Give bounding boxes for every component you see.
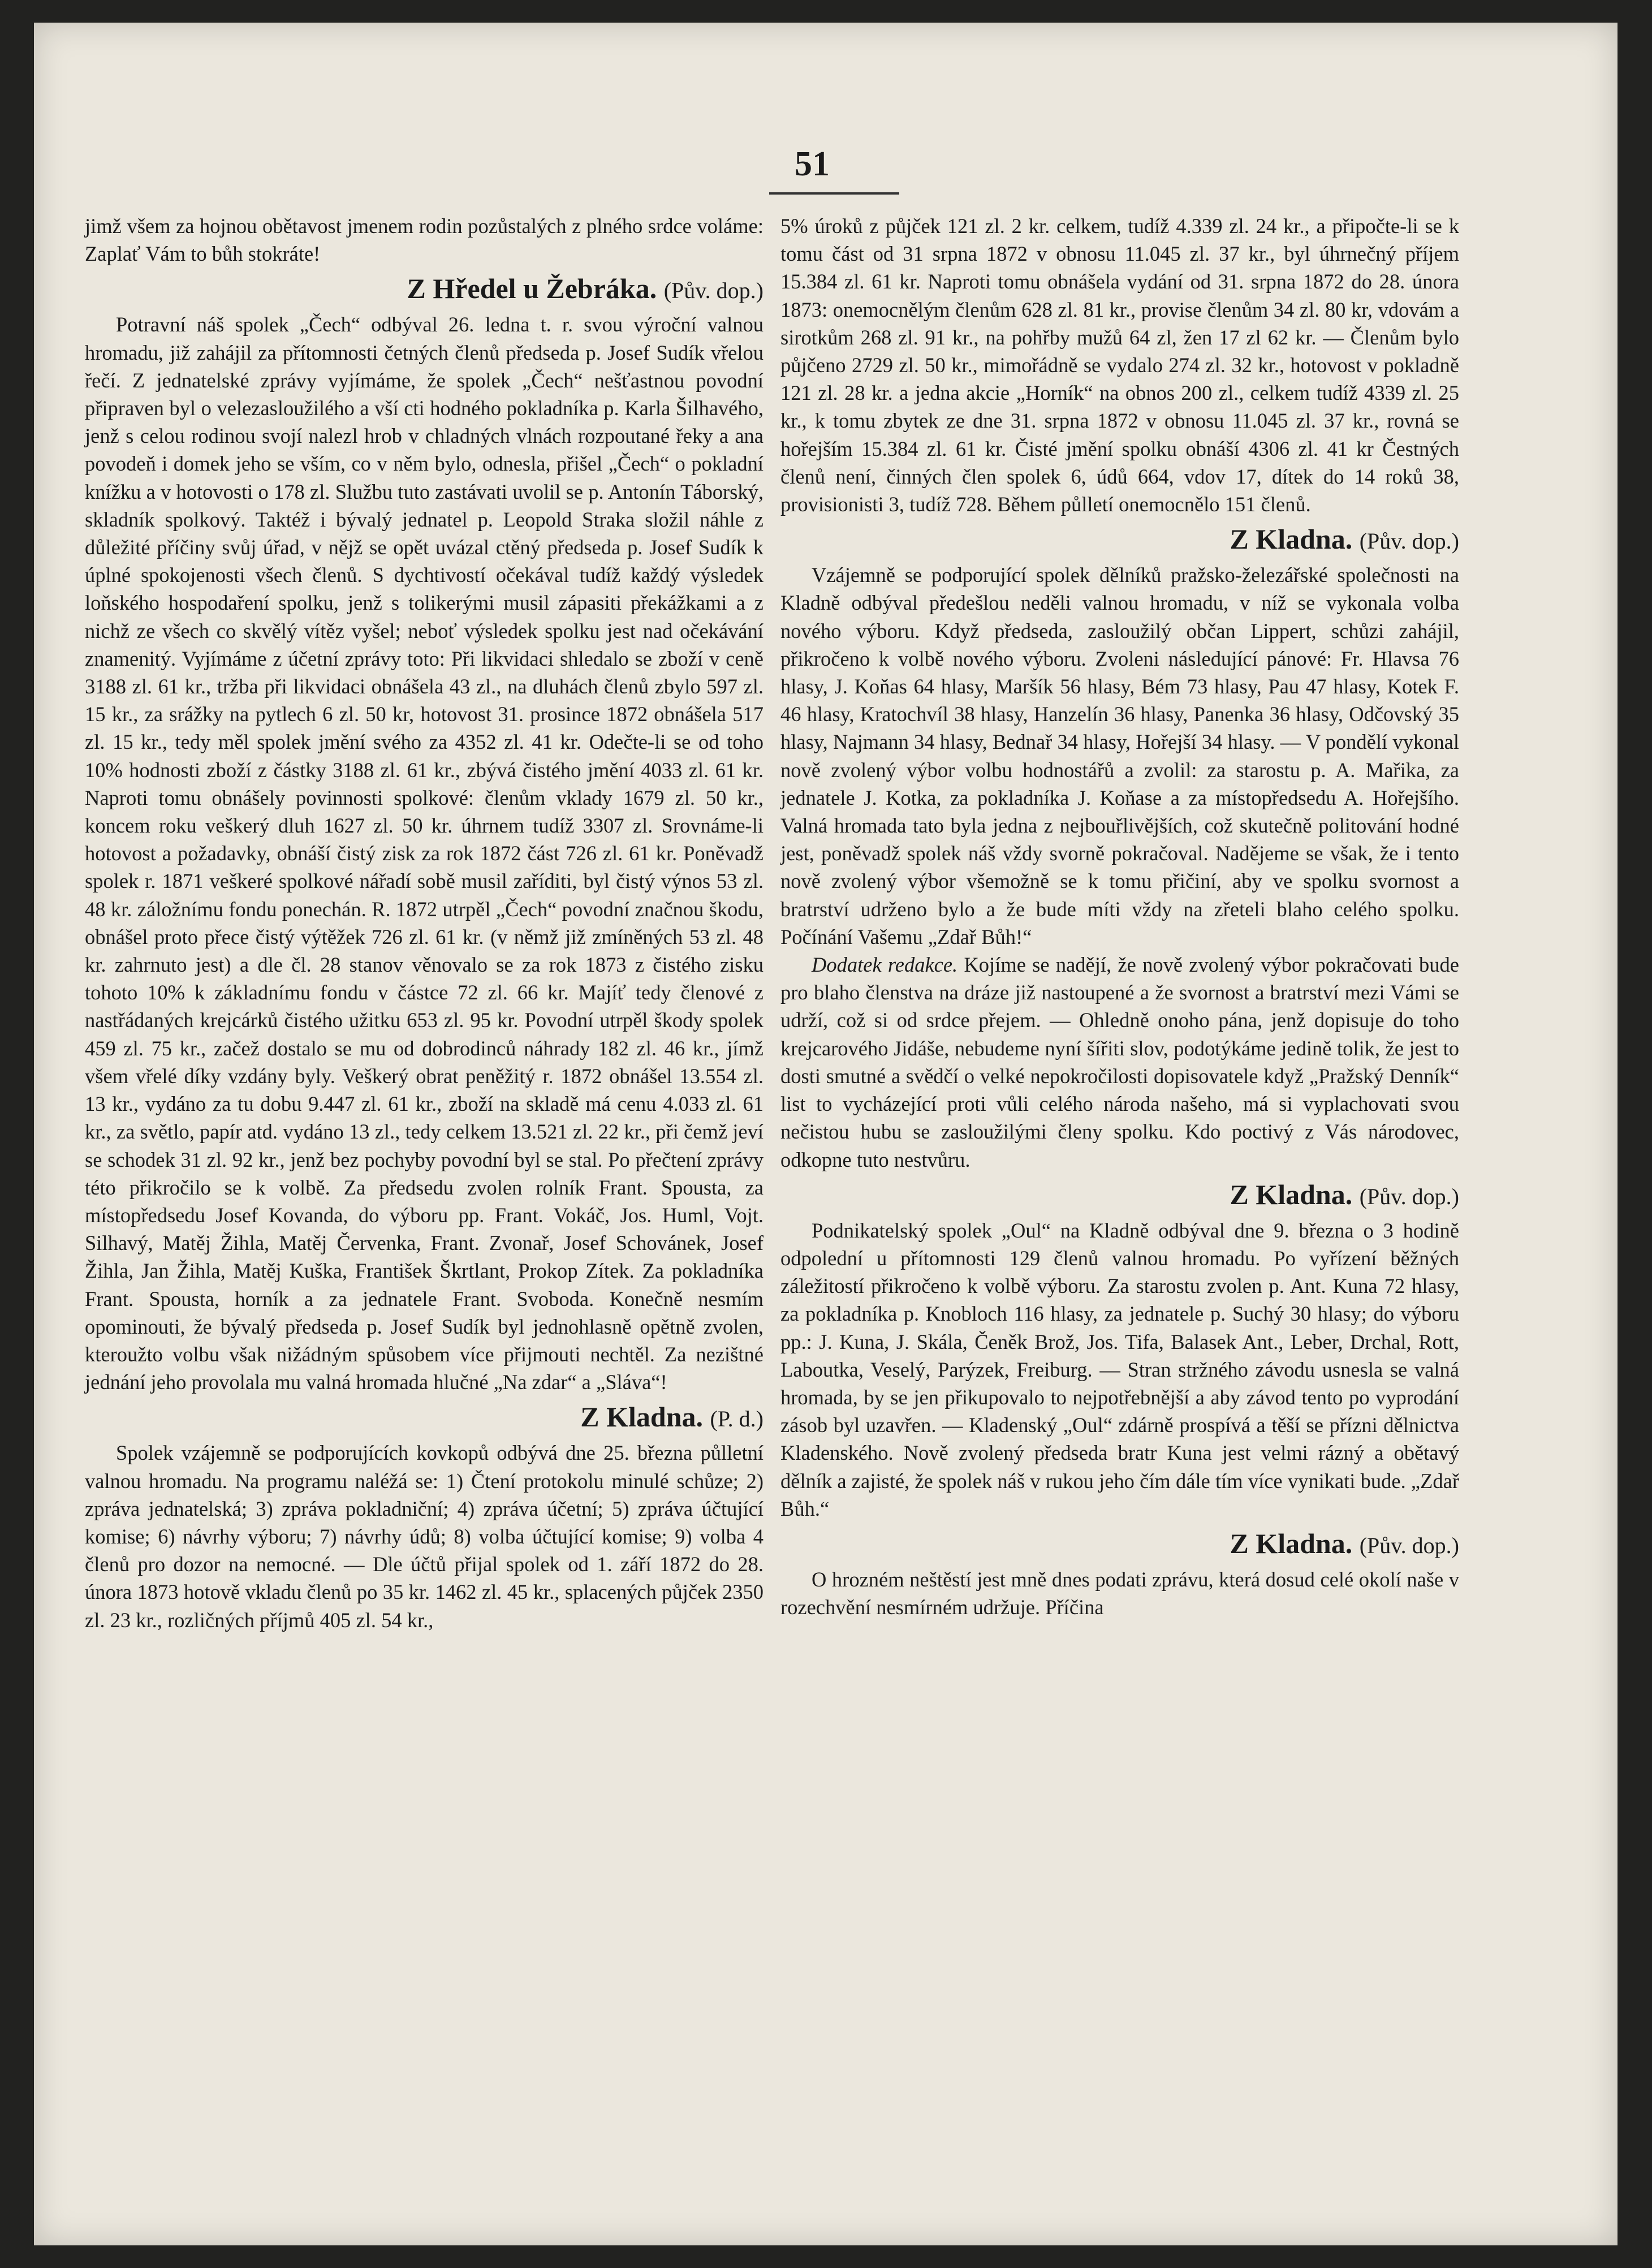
right-column — [780, 212, 1459, 1621]
heading-title: Z Kladna. — [1230, 1527, 1353, 1559]
left-column — [85, 212, 764, 1634]
article-heading — [85, 1399, 764, 1437]
heading-title: Z Kladna. — [1230, 523, 1353, 555]
article-paragraph: Spolek vzájemně se podporujících kovkopů odbývá dne 25. března půlletní valnou hromadu. Na programu naléžá se: 1) Čtení protokolu minulé schůze; 2) zpráva jednatelská; 3) zpráva pokladniční; 4) zpráva účetní; 5) zpráva účtující komise; 6) návrhy výboru; 7) návrhy údů; 8) volba účtující komise; 9) volba 4 členů pro dozor na nemocné. — Dle účtů přijal spolek od 1. září 1872 do 28. února 1873 hotově vkladu členů po 35 kr. 1462 zl. 45 kr., splacených půjček 2350 zl. 23 kr., rozličných příjmů 405 zl. 54 kr., — [85, 1441, 764, 1632]
page-number-rule — [769, 192, 899, 195]
page-number: 51 — [795, 145, 830, 183]
article-heading — [85, 271, 764, 308]
heading-source-tag: (Pův. dop.) — [1359, 1183, 1459, 1209]
heading-source-tag: (Pův. dop.) — [1359, 1532, 1459, 1558]
article-paragraph: Podnikatelský spolek „Oul“ na Kladně odbýval dne 9. března o 3 hodině odpolední u přítomnosti 129 členů valnou hromadu. Po vyřízení běžných záležitostí přikročeno k volbě výboru. Za starostu zvolen p. Ant. Kuna 72 hlasy, za pokladníka p. Knobloch 116 hlasy, za jednatele p. Suchý 30 hlasy; do výboru pp.: J. Kuna, J. Skála, Čeněk Brož, Jos. Tifa, Balasek Ant., Leber, Drchal, Rott, Laboutka, Veselý, Parýzek, Freiburg. — Stran stržného závodu usnesla se valná hromada, by se jen přikupovalo to nejpotřebnější a aby závod tento po vyprodání zásob byl uzavřen. — Kladenský „Oul“ zdárně prospívá a těší se přízni dělnictva Kladenského. Nově zvolený předseda bratr Kuna jest velmi rázný a obětavý dělník a zajisté, že spolek náš v rukou jeho čím dále tím více vynikati bude. „Zdař Bůh.“ — [780, 1218, 1459, 1520]
heading-source-tag: (P. d.) — [710, 1406, 764, 1432]
heading-source-tag: (Pův. dop.) — [663, 278, 764, 304]
article-paragraph: O hrozném neštěstí jest mně dnes podati zprávu, která dosud celé okolí naše v rozechvění nesmírném udržuje. Příčina — [780, 1567, 1459, 1619]
editorial-note — [780, 951, 1459, 1174]
article-heading — [780, 1526, 1459, 1563]
article-heading — [780, 1177, 1459, 1214]
article-paragraph: 5% úroků z půjček 121 zl. 2 kr. celkem, tudíž 4.339 zl. 24 kr., a připočte-li se k tomu část od 31 srpna 1872 v obnosu 11.045 zl. 37 kr., byl úhrnečný příjem 15.384 zl. 61 kr. Naproti tomu obnášela vydání od 31. srpna 1872 do 28. února 1873: onemocnělým členům 628 zl. 81 kr., provise členům 34 zl. 80 kr, vdovám a sirotkům 268 zl. 91 kr., na pohřby mužů 64 zl, žen 17 zl 62 kr. — Členům bylo půjčeno 2729 zl. 50 kr., mimořádně se vydalo 274 zl. 32 kr., hotovost v pokladně 121 zl. 28 kr. a jedna akcie „Horník“ na obnos 200 zl., celkem tudíž 4339 zl. 25 kr., k tomu zbytek ze dne 31. srpna 1872 v obnosu 11.045 zl. 37 kr., rovná se hořejším 15.384 zl. 61 kr. Čisté jmění spolku obnáší 4306 zl. 41 kr Čestných členů není, činných člen spolek 6, údů 664, vdov 17, dítek do 14 roků 38, provisionisti 3, tudíž 728. Během půlletí onemocnělo 151 členů. — [780, 214, 1459, 516]
heading-source-tag: (Pův. dop.) — [1359, 528, 1459, 554]
editorial-note-text: Kojíme se nadějí, že nově zvolený výbor pokračovati bude pro blaho členstva na dráze již nastoupené a že svornost a bratrství mezi Vámi se udrží, což si od srdce přejem. — Ohledně onoho pána, jenž dopisuje do toho krejcarového Jidáše, nebudeme nyní šířiti slov, podotýkáme jedině tolik, že jest to dosti smutné a svědčí o velké nepokročilosti dopisovatele když „Pražský Denník“ list to vycházející proti vůli celého národa našeho, má si vyplachovati svou nečistou hubu se zasloužilými členy spolku. Kdo poctivý z Vás národovec, odkopne tuto nestvůru. — [780, 953, 1459, 1171]
heading-title: Z Kladna. — [1230, 1178, 1353, 1210]
heading-title: Z Hředel u Žebráka. — [407, 273, 657, 305]
editorial-note-label: Dodatek redakce. — [812, 953, 958, 977]
article-paragraph: Potravní náš spolek „Čech“ odbýval 26. ledna t. r. svou výroční valnou hromadu, již zahájil za přítomnosti četných členů předseda p. Josef Sudík vřelou řečí. Z jednatelské zprávy vyjímáme, že spolek „Čech“ nešťastnou povodní připraven byl o velezasloužilého a vší cti hodného pokladníka p. Karla Šilhavého, jenž s celou rodinou svojí nalezl hrob v chladných vlnách rozpoutané řeky a ana povodeň i domek jeho se vším, co v něm bylo, odnesla, přišel „Čech“ o pokladní knížku a v hotovosti o 178 zl. Službu tuto zastávati uvolil se p. Antonín Táborský, skladník spolkový. Taktéž i bývalý jednatel p. Leopold Straka složil náhle z důležité příčiny svůj úřad, v nějž se opět uvázal ctěný předseda p. Josef Sudík k úplné spokojenosti všech členů. S dychtivostí očekával tudíž každý výsledek loňského hospodaření spolku, jenž s tolikerými musil zápasiti překážkami a z nichž ze všech co skvělý vítěz vyšel; neboť výsledek spolku jest nad očekávání znamenitý. Vyjímáme z účetní zprávy toto: Při likvidaci shledalo se zboží v ceně 3188 zl. 61 kr., tržba při likvidaci obnášela 43 zl., na dluhách členů zbylo 597 zl. 15 kr., za srážky na pytlech 6 zl. 50 kr, hotovost 31. prosince 1872 obnášela 517 zl. 15 kr., tedy měl spolek jmění svého za 4352 zl. 41 kr. Odečte-li se od toho 10% hodnosti zboží z částky 3188 zl. 61 kr., zbývá čistého jmění 4033 zl. 61 kr. Naproti tomu obnášely povinnosti spolkové: členům vklady 1679 zl. 50 kr., koncem roku veškerý dluh 1627 zl. 50 kr. úhrnem tudíž 3307 zl. Srovnáme-li hotovost a požadavky, obnáší čistý zisk za rok 1872 část 726 zl. 61 kr. Poněvadž spolek r. 1871 veškeré spolkové nářadí sobě musil zaříditi, byl čistý výnos 53 zl. 48 kr. záložnímu fondu ponechán. R. 1872 utrpěl „Čech“ povodní značnou škodu, obnášel proto přece čistý výtěžek 726 zl. 61 kr. (v němž již zmíněných 53 zl. 48 kr. zahrnuto jest) a dle čl. 28 stanov věnovalo se za rok 1873 z čistého zisku tohoto 10% k základnímu fondu v částce 72 zl. 66 kr. Majíť tedy členové z nastřádaných krejcárků čistého užitku 653 zl. 95 kr. Povodní utrpěl škody spolek 459 zl. 75 kr., začež dostalo se mu od dobrodinců náhrady 182 zl. 46 kr., jímž všem vřelé díky vzdány byly. Veškerý obrat peněžitý r. 1872 obnášel 13.554 zl. 13 kr., vydáno za tu dobu 9.447 zl. 61 kr., zboží na skladě má cenu 4.033 zl. 61 kr., za světlo, papír atd. vydáno 13 zl., tedy celkem 13.521 zl. 22 kr., při čemž jeví se schodek 31 zl. 92 kr., jenž bez pochyby povodní byl se stal. Po přečtení zprávy této přikročilo se k volbě. Za předsedu zvolen rolník Frant. Spousta, za místopředsedu Josef Kovanda, do výboru pp. Frant. Vokáč, Jos. Huml, Vojt. Silhavý, Matěj Žihla, Matěj Červenka, Frant. Zvonař, Josef Schovánek, Josef Žihla, Jan Žihla, Matěj Kuška, František Škrtlant, Prokop Zítek. Za pokladníka Frant. Spousta, horník a za jednatele Frant. Svoboda. Konečně nesmím opominouti, že bývalý předseda p. Josef Sudík byl jednohlasně opětně zvolen, kteroužto volbu však nižádným spůsobem více přijmouti nechtěl. Za nezištné jednání jeho provolala mu valná hromada hlučné „Na zdar“ a „Sláva“! — [85, 313, 764, 1394]
article-paragraph: jimž všem za hojnou obětavost jmenem rodin pozůstalých z plného srdce voláme: Zaplať Vám to bůh stokráte! — [85, 214, 764, 266]
heading-title: Z Kladna. — [580, 1401, 704, 1433]
article-paragraph: Vzájemně se podporující spolek dělníků pražsko-železářské společnosti na Kladně odbýval předešlou neděli valnou hromadu, v níž se vykonala volba nového výboru. Když předseda, zasloužilý občan Lippert, schůzi zahájil, přikročeno k volbě nového výboru. Zvoleni následující pánové: Fr. Hlavsa 76 hlasy, J. Koňas 64 hlasy, Maršík 56 hlasy, Bém 73 hlasy, Pau 47 hlasy, Kotek F. 46 hlasy, Kratochvíl 38 hlasy, Hanzelín 36 hlasy, Panenka 36 hlasy, Odčovský 35 hlasy, Najmann 34 hlasy, Bednař 34 hlasy, Hořejší 34 hlasy. — V pondělí vykonal nově zvolený výbor volbu hodnostářů a zvolil: za starostu p. A. Mařika, za jednatele J. Kotka, za pokladníka J. Koňase a za místopředsedu A. Hořejšího. Valná hromada tato byla jedna z nejbouřlivějších, což skutečně politování hodné jest, poněvadž spolek náš vždy svorně pokračoval. Nadějeme se však, že i tento nově zvolený výbor všemožně se k tomu přičiní, aby ve spolku svornost a bratrství udrženo bylo a že bude míti vždy na zřeteli blaho celého spolku. Počínání Vašemu „Zdař Bůh!“ — [780, 563, 1459, 948]
article-heading — [780, 521, 1459, 559]
